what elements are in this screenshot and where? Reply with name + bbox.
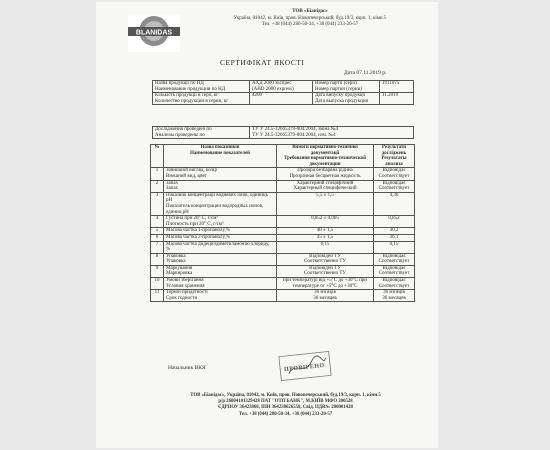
results-row <box>151 228 415 235</box>
info-row <box>153 93 414 105</box>
info-label: Назва продукції по НД Наименование продукции по НД <box>153 81 250 93</box>
row-number: 2 <box>151 180 164 192</box>
row-number: 1 <box>151 168 164 180</box>
row-parameter: Масова частка дидецилдиметиламонію хлориду, % <box>164 241 277 253</box>
results-row <box>151 290 415 302</box>
row-result: 36,1 <box>374 234 415 241</box>
row-result: 0,852 <box>374 216 415 228</box>
row-result: Відповідає Соответствует <box>374 180 415 192</box>
col-requirements: Вимоги нормативно-технічної документації Требования нормативно-технической документации <box>277 145 374 168</box>
letterhead <box>190 9 430 29</box>
row-number: 7 <box>151 241 164 253</box>
bottom-line: Тел. +38 (044) 280-50-34, +38 (044) 233-20-57 <box>238 411 333 417</box>
col-num: № <box>151 145 164 168</box>
row-requirement: при температурі від +5°С до +30°С при температуре от +5°С до +30°С <box>277 278 374 290</box>
row-number: 6 <box>151 234 164 241</box>
row-parameter: Масова частка 2-пропанолу,% <box>164 234 277 241</box>
row-result: 0,15 <box>374 241 415 253</box>
row-number: 11 <box>151 290 164 302</box>
results-row <box>151 253 415 265</box>
row-result: Відповідає Соответствует <box>374 168 415 180</box>
standard-label: Дослідження проведені по Анализы проведены по <box>153 127 250 139</box>
results-row <box>151 265 415 277</box>
row-requirement: 35 ± 1,5 <box>277 234 374 241</box>
row-requirement: 40 ± 1,5 <box>277 228 374 235</box>
row-parameter: Густина при 20° С, г/см³ Плотность при 20° С, г/см³ <box>164 216 277 228</box>
standard-value: ТУ У 24.5-32665379-004:2004, зміна №4 ТУ У 24.5-32665379-004:2004, изм. №4 <box>250 127 414 139</box>
company-logo <box>128 14 180 52</box>
bottom-line: ТОВ «Біанідас», Україна, 01042, м. Київ, пров. Новопечерський, буд.19/3, корп. 1, кімн.5 <box>190 393 381 398</box>
col-name: Назва показників Наименование показателей <box>164 145 277 168</box>
row-number: 8 <box>151 253 164 265</box>
results-header-row <box>151 145 415 168</box>
row-result: Відповідає Соответствует <box>374 265 415 277</box>
document-date: Дата 07.11.2019 р. <box>344 70 387 76</box>
row-parameter: Запах Запах <box>164 180 277 192</box>
row-parameter: Термін придатності Срок годности <box>164 290 277 302</box>
bottom-line: ЄДРПОУ 36423868, ІПН 364238626550, Свід. ПДВ№ 200001428 <box>218 405 353 411</box>
row-requirement: 36 місяців 36 месяцев <box>277 290 374 302</box>
row-parameter: Масова частка 1-пропанолу,% <box>164 228 277 235</box>
info-row <box>153 81 414 93</box>
info-value: 4200 <box>250 93 313 105</box>
results-row <box>151 180 415 192</box>
info-label: Номер партії (серії) Номер партии (серии) <box>313 81 380 93</box>
row-number: 3 <box>151 192 164 215</box>
row-number: 5 <box>151 228 164 235</box>
row-requirement: Характерний специфічний Характерный специфический <box>277 180 374 192</box>
signature-label: Начальник ВКЯ <box>168 365 206 371</box>
row-requirement: Відповідно ТУ Соответственно ТУ <box>277 265 374 277</box>
standard-info-table <box>152 126 414 139</box>
row-requirement: 0,852 ± 0,005 <box>277 216 374 228</box>
bottom-details <box>138 393 433 418</box>
info-label: Кількість продукції в серії, кг Количество продукции в серии, кг <box>153 93 250 105</box>
results-row <box>151 241 415 253</box>
row-parameter: Зовнішній вигляд, колір Внешний вид, цвет <box>164 168 277 180</box>
row-requirement: Відповідно ТУ Соответственно ТУ <box>277 253 374 265</box>
row-result: 36 місяців 36 месяцев <box>374 290 415 302</box>
col-results: Результати досліджень Результаты анализа <box>374 145 415 168</box>
row-requirement: Прозора безбарвна рідина Прозрачная бесцветная жидкость <box>277 168 374 180</box>
results-row <box>151 168 415 180</box>
info-label: Дата випуску продукції Дата выпуска продукции <box>313 93 380 105</box>
row-parameter: Умови зберігання Условия хранения <box>164 278 277 290</box>
row-requirement: 0,15 <box>277 241 374 253</box>
info-value: 1911075 <box>380 81 414 93</box>
row-parameter: Упаковка Упаковка <box>164 253 277 265</box>
info-value: АХД 2000 экспрес (AHD 2000 express) <box>250 81 313 93</box>
standard-row <box>153 127 414 139</box>
stamp-text: ПРОВІРЕНО <box>283 362 326 374</box>
row-result: 4,36 <box>374 192 415 215</box>
info-value: 11.2019 <box>380 93 414 105</box>
row-number: 10 <box>151 278 164 290</box>
results-table <box>150 144 415 302</box>
logo-text: BLANIDAS <box>135 29 173 37</box>
row-number: 4 <box>151 216 164 228</box>
results-row <box>151 234 415 241</box>
row-result: Відповідає Соответствует <box>374 278 415 290</box>
row-requirement: 5,5 ± 1,5 <box>277 192 374 215</box>
results-row <box>151 216 415 228</box>
row-result: Відповідає Соответствует <box>374 253 415 265</box>
results-row <box>151 192 415 215</box>
company-address: Україна, 01042, м. Київ, пров. Новопечерський, буд.19/3, корп. 1, кімн.5 <box>233 15 387 21</box>
company-name: ТОВ «Біанідас» <box>292 9 328 14</box>
results-row <box>151 278 415 290</box>
bottom-line: р/р 26004101329428 ПАТ "ОТП БАНК", М.КИЇВ МФО 300528 <box>218 399 353 405</box>
row-parameter: Показник концентрації водневих іонів, одиниць pH Показатель концентрации водородных ионов, единиц pH <box>164 192 277 215</box>
row-number: 9 <box>151 265 164 277</box>
company-phones: Тел. +38 (044) 280-50-34, +38 (044) 233-20-57 <box>261 22 359 27</box>
document-title: СЕРТИФІКАТ ЯКОСТІ <box>220 58 305 67</box>
row-result: 40,2 <box>374 228 415 235</box>
product-info-table <box>152 80 414 105</box>
row-parameter: Маркування Маркировка <box>164 265 277 277</box>
